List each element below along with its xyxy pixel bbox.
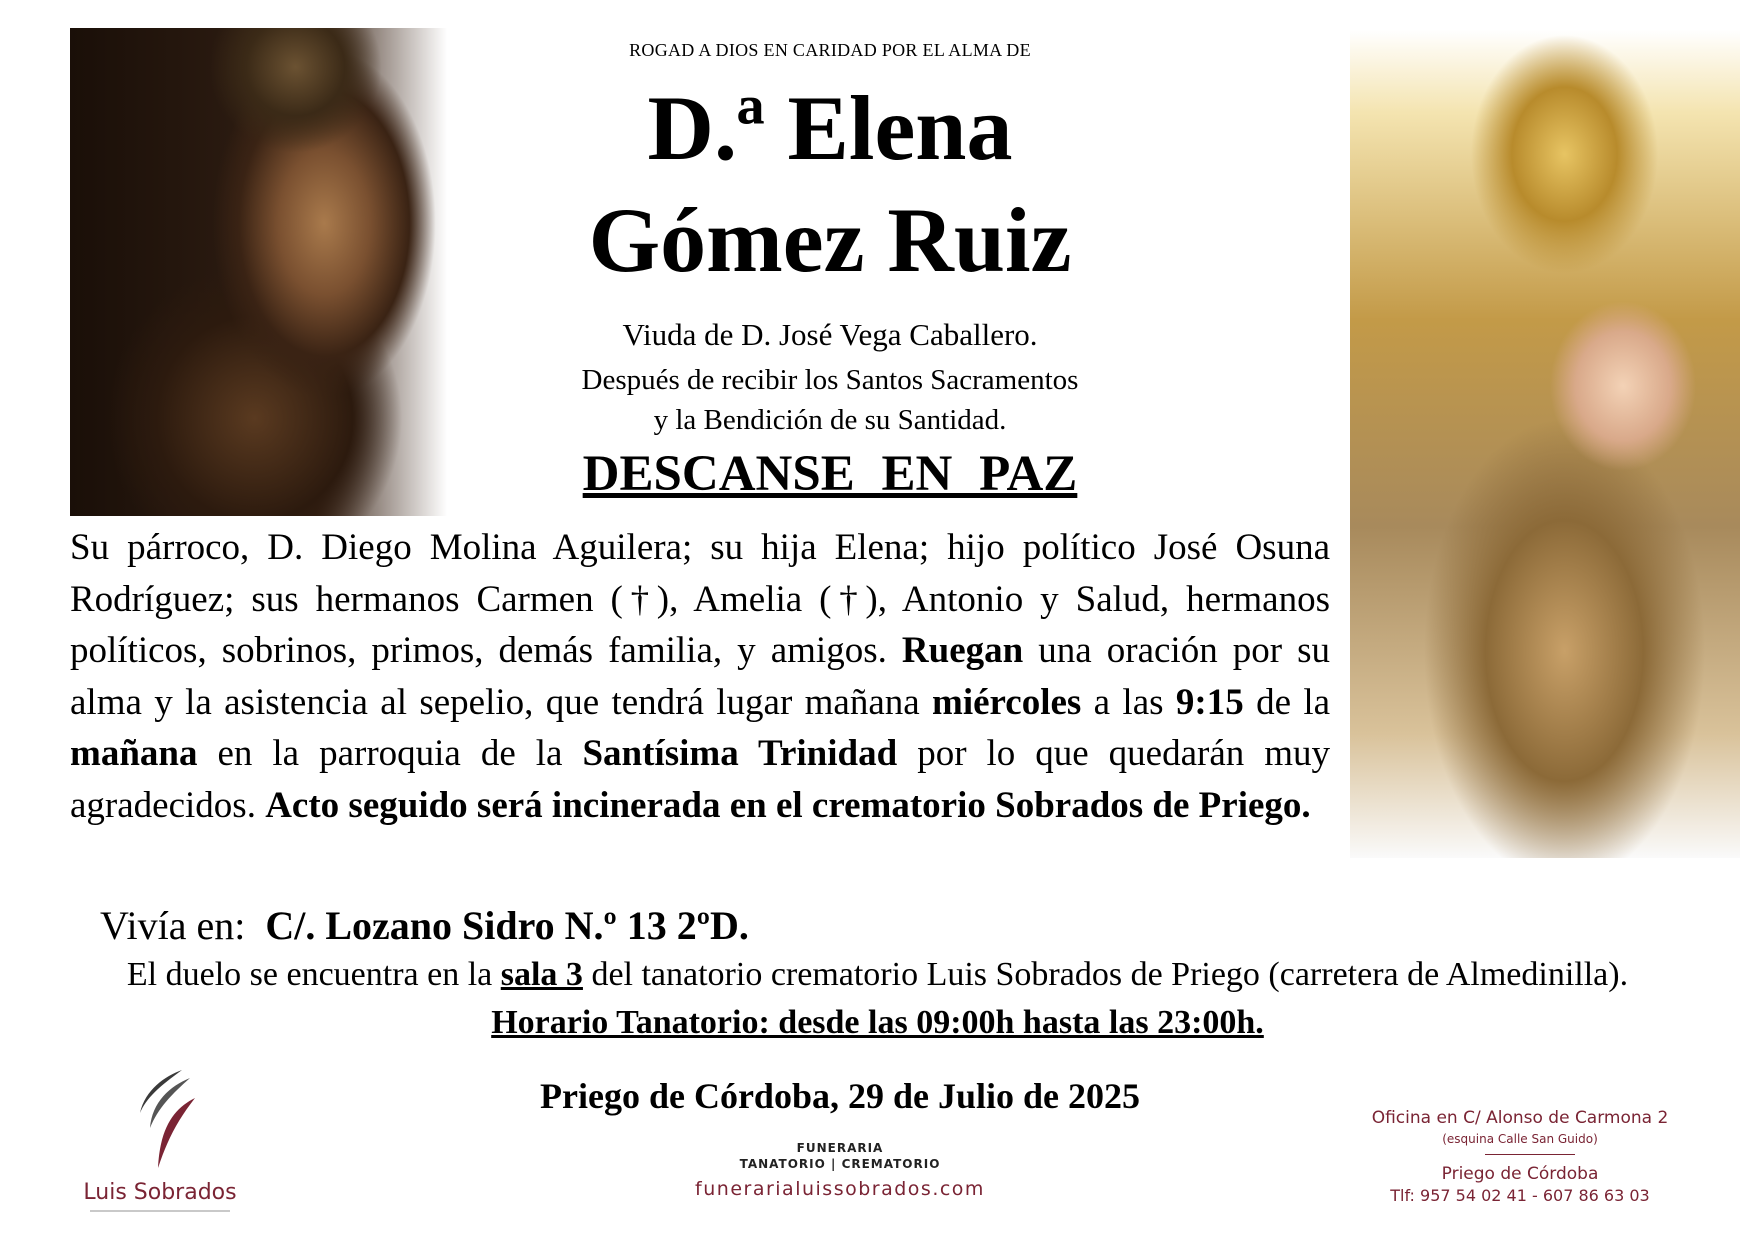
- de-la-text: de la: [1256, 681, 1331, 723]
- office-corner: (esquina Calle San Guido): [1442, 1132, 1598, 1146]
- obituary-body: [70, 522, 1330, 831]
- sala-text: sala 3: [500, 956, 583, 993]
- parroquia-prefix: en la parroquia de la: [217, 733, 563, 774]
- duelo-line: [0, 956, 1755, 994]
- luis-sobrados-logo-icon: [120, 1068, 205, 1173]
- christ-image: [70, 28, 480, 516]
- rogad-line: ROGAD A DIOS EN CARIDAD POR EL ALMA DE: [629, 40, 1031, 60]
- duelo-after: del tanatorio crematorio Luis Sobrados de Priego (carretera de Almedinilla).: [591, 956, 1629, 993]
- viuda-line: Viuda de D. José Vega Caballero.: [622, 317, 1038, 352]
- descanse-en-paz: DESCANSE EN PAZ: [582, 446, 1078, 502]
- website-link[interactable]: funerarialuissobrados.com: [695, 1178, 985, 1200]
- office-city: Priego de Córdoba: [1441, 1164, 1599, 1184]
- office-phones: Tlf: 957 54 02 41 - 607 86 63 03: [1390, 1186, 1650, 1205]
- deceased-name-line1: D.ª Elena: [647, 77, 1013, 179]
- oracion-text: una oración por su alma y la asistencia al sepelio, que tendrá lugar mañana: [70, 630, 1331, 723]
- date-line: Priego de Córdoba, 29 de Julio de 2025: [540, 1076, 1140, 1116]
- a-las-text: a las: [1093, 681, 1164, 723]
- deceased-name-line2: Gómez Ruiz: [588, 189, 1072, 291]
- day-text: miércoles: [932, 681, 1082, 723]
- parroquia-name: Santísima Trinidad: [582, 733, 898, 774]
- logo-divider: [90, 1210, 230, 1212]
- virgin-image: [1350, 30, 1740, 858]
- horario-line: Horario Tanatorio: desde las 09:00h hasta las 23:00h.: [491, 1004, 1264, 1041]
- address-value: C/. Lozano Sidro N.º 13 2ºD.: [265, 903, 749, 948]
- tanatorio-label: TANATORIO | CREMATORIO: [739, 1157, 941, 1171]
- office-divider: [1485, 1154, 1575, 1155]
- ruegan-text: Ruegan: [901, 630, 1024, 671]
- incineracion-text: Acto seguido será incinerada en el crematorio Sobrados de Priego.: [265, 784, 1311, 826]
- logo-text: Luis Sobrados: [83, 1180, 237, 1205]
- address-line: [100, 902, 749, 949]
- family-text: Su párroco, D. Diego Molina Aguilera; su hija Elena; hijo político José Osuna Rodríguez; sus hermanos Carmen (†), Amelia (†), Antonio y Salud, hermanos políticos, sobrinos, primos, demás familia, y amigos.: [70, 527, 1330, 671]
- agradecidos-text: por lo que quedarán muy agradecidos.: [70, 733, 1331, 826]
- manana-text: mañana: [70, 733, 198, 774]
- funeraria-label: FUNERARIA: [796, 1141, 884, 1155]
- address-label: Vivía en:: [100, 903, 246, 948]
- sacramentos-line: Después de recibir los Santos Sacramentos: [581, 364, 1079, 396]
- time-text: 9:15: [1175, 681, 1244, 723]
- office-address: Oficina en C/ Alonso de Carmona 2: [1371, 1108, 1669, 1128]
- duelo-before: El duelo se encuentra en la: [126, 956, 493, 993]
- bendicion-line: y la Bendición de su Santidad.: [653, 404, 1007, 436]
